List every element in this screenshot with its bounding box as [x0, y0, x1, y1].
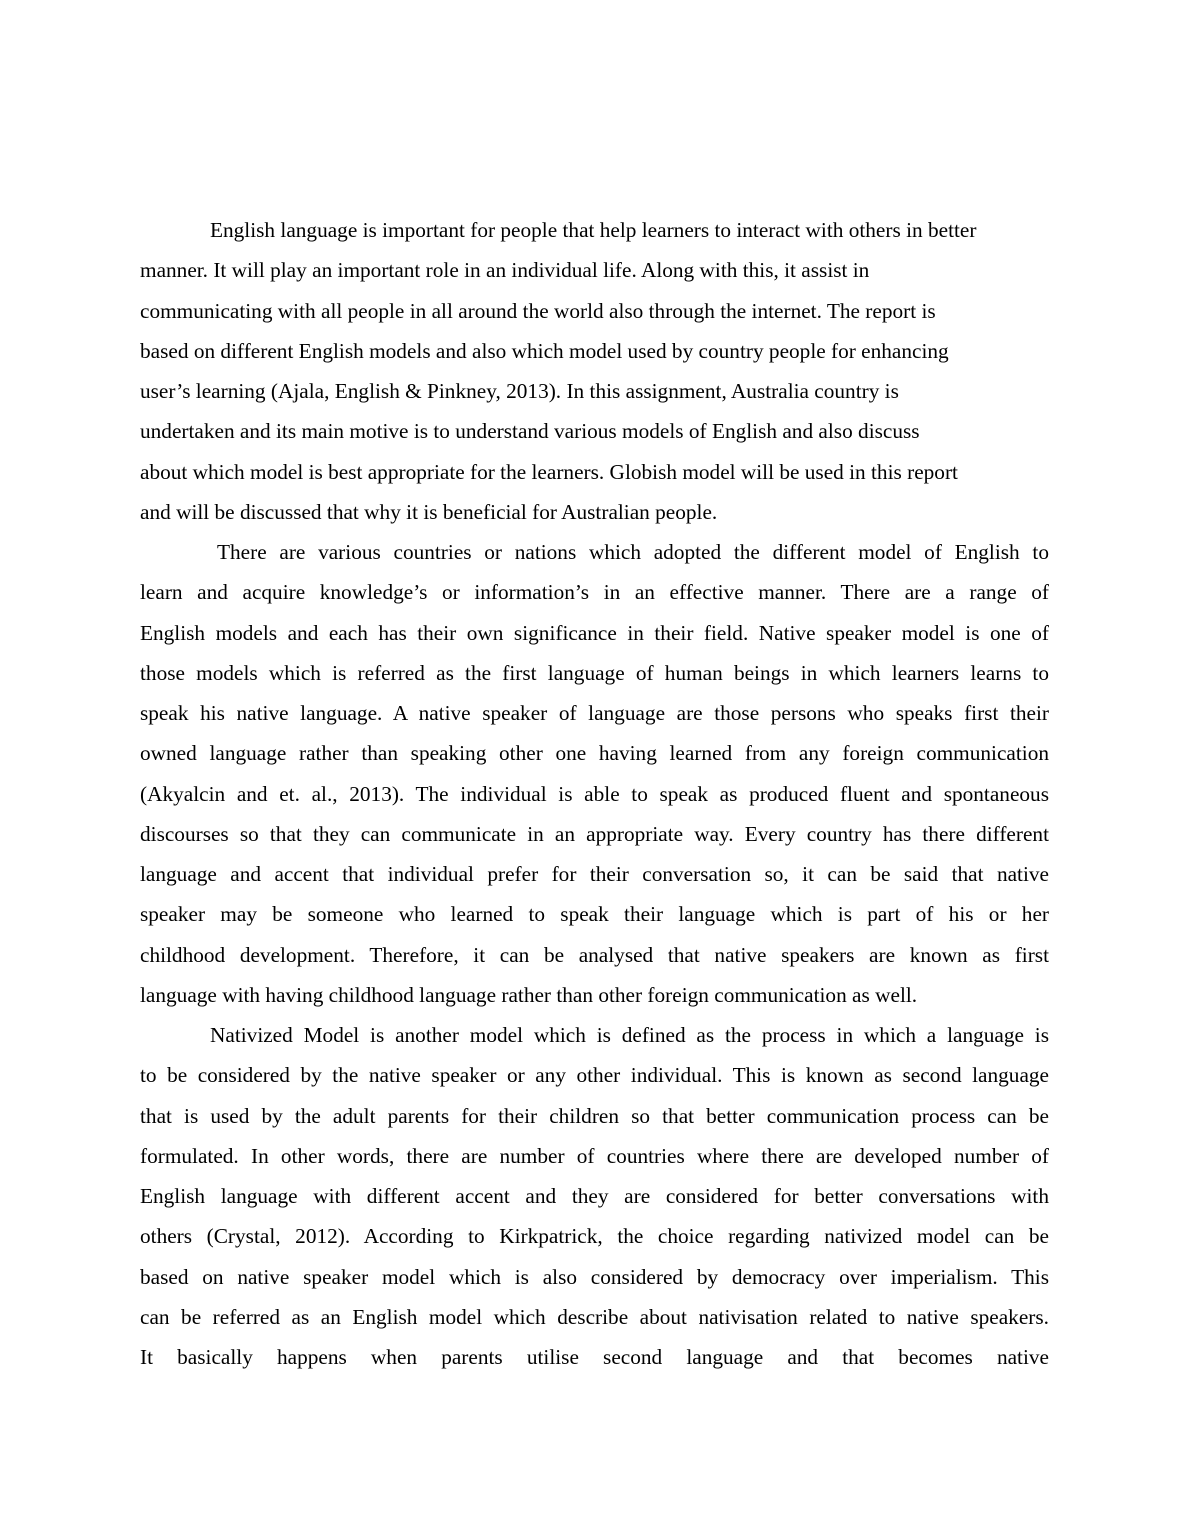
- text-line: owned language rather than speaking other one having learned from any foreign communication: [140, 741, 1049, 766]
- text-line: discourses so that they can communicate in an appropriate way. Every country has there different: [140, 821, 1049, 846]
- text-line: communicating with all people in all around the world also through the internet. The report is: [140, 298, 936, 323]
- text-line: to be considered by the native speaker or any other individual. This is known as second language: [140, 1063, 1049, 1088]
- text-line: based on different English models and also which model used by country people for enhancing: [140, 338, 949, 363]
- text-line: others (Crystal, 2012). According to Kirkpatrick, the choice regarding nativized model can be: [140, 1224, 1049, 1249]
- paragraph-1: [140, 210, 1049, 532]
- text-line: based on native speaker model which is also considered by democracy over imperialism. This: [140, 1264, 1049, 1289]
- text-line: manner. It will play an important role in an individual life. Along with this, it assist in: [140, 258, 870, 283]
- text-line: and will be discussed that why it is beneficial for Australian people.: [140, 499, 718, 524]
- text-line: learn and acquire knowledge’s or information’s in an effective manner. There are a range of: [140, 580, 1049, 605]
- text-line: Nativized Model is another model which is defined as the process in which a language is: [210, 1023, 1049, 1047]
- text-line: speak his native language. A native speaker of language are those persons who speaks first their: [140, 701, 1049, 725]
- text-line: It basically happens when parents utilise second language and that becomes native: [140, 1345, 1049, 1369]
- document-body: [140, 210, 1049, 1377]
- text-line: about which model is best appropriate for the learners. Globish model will be used in this report: [140, 459, 958, 484]
- text-line: can be referred as an English model which describe about nativisation related to native speakers.: [140, 1304, 1049, 1329]
- paragraph-3: [140, 1015, 1049, 1377]
- text-line: There are various countries or nations which adopted the different model of English to: [217, 540, 1049, 564]
- paragraph-2: [140, 532, 1049, 1015]
- text-line: English language with different accent and they are considered for better conversations with: [140, 1184, 1049, 1208]
- text-line: English language is important for people that help learners to interact with others in better: [210, 218, 977, 242]
- text-line: speaker may be someone who learned to speak their language which is part of his or her: [140, 902, 1049, 927]
- text-line: user’s learning (Ajala, English & Pinkney, 2013). In this assignment, Australia country is: [140, 379, 899, 403]
- text-line: childhood development. Therefore, it can be analysed that native speakers are known as first: [140, 942, 1049, 967]
- text-line: formulated. In other words, there are number of countries where there are developed number of: [140, 1143, 1049, 1168]
- text-line: English models and each has their own significance in their field. Native speaker model is one of: [140, 620, 1049, 645]
- text-line: undertaken and its main motive is to understand various models of English and also discuss: [140, 419, 920, 444]
- text-line: language with having childhood language rather than other foreign communication as well.: [140, 982, 918, 1007]
- text-line: (Akyalcin and et. al., 2013). The individual is able to speak as produced fluent and spontaneous: [140, 781, 1049, 806]
- text-line: language and accent that individual prefer for their conversation so, it can be said that native: [140, 862, 1049, 886]
- text-line: those models which is referred as the first language of human beings in which learners learns to: [140, 660, 1049, 685]
- text-line: that is used by the adult parents for their children so that better communication process can be: [140, 1103, 1049, 1128]
